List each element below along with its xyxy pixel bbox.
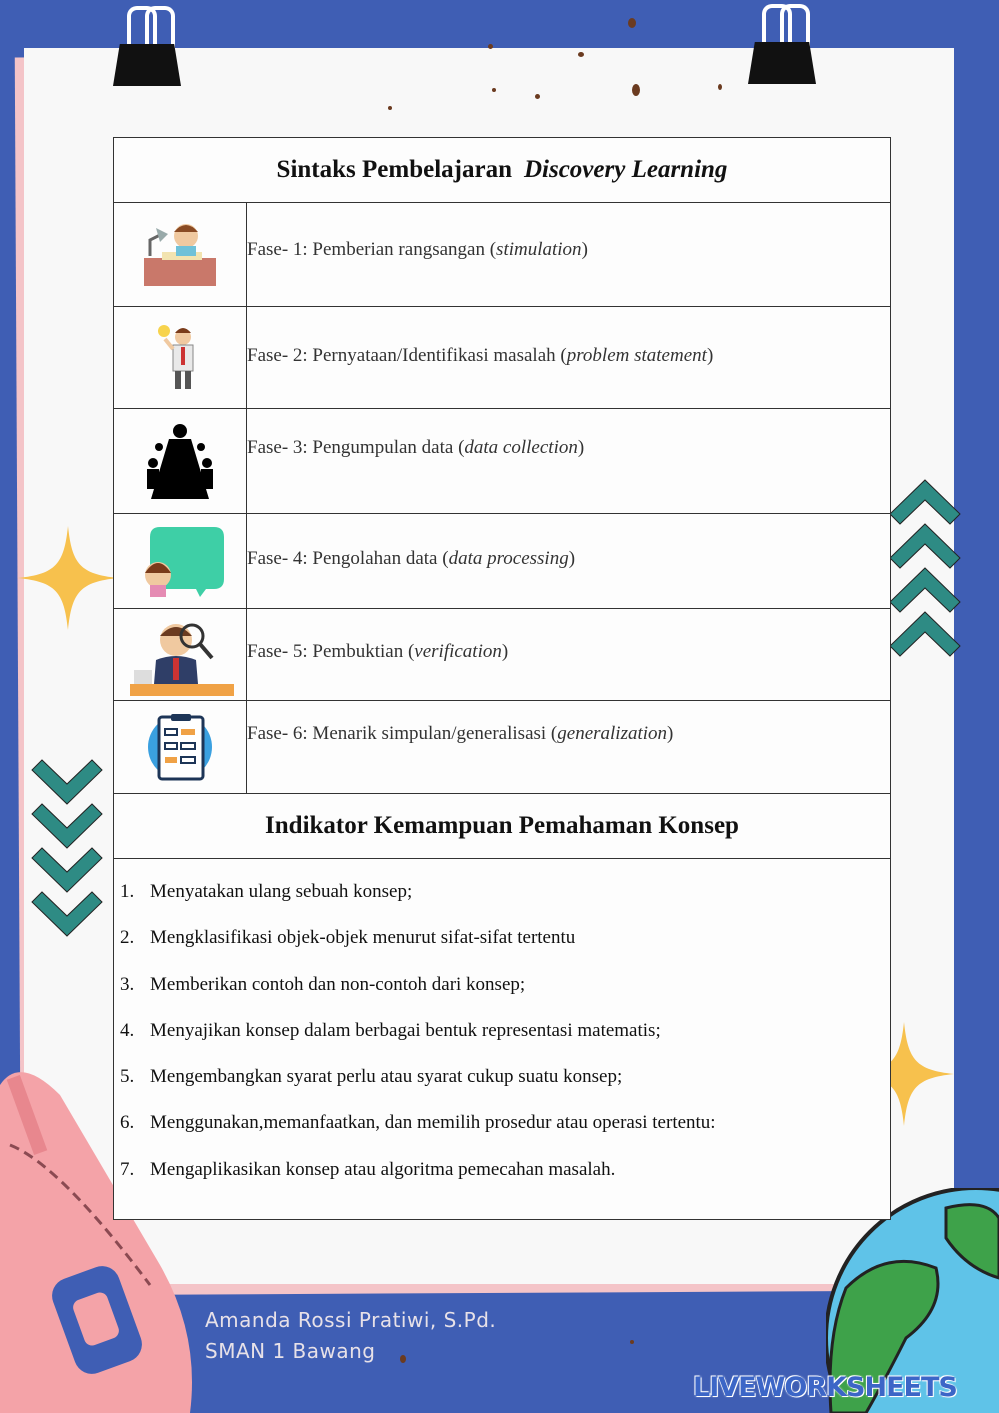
sintaks-title-main: Sintaks Pembelajaran — [276, 156, 512, 183]
author-name: Amanda Rossi Pratiwi, S.Pd. — [205, 1308, 497, 1332]
phase-text — [247, 701, 890, 793]
magnifier-inspect-icon — [126, 614, 234, 696]
school-name: SMAN 1 Bawang — [205, 1339, 376, 1363]
list-item — [120, 1066, 890, 1112]
phase-icon-cell — [114, 409, 247, 513]
phase-text — [247, 609, 890, 700]
phase-icon-cell — [114, 514, 247, 608]
phase-close: ) — [667, 723, 674, 744]
indikator-list — [114, 859, 890, 1219]
content-table — [113, 137, 891, 1220]
phase-text — [247, 203, 890, 306]
author-block — [205, 1305, 496, 1367]
phase-row — [114, 609, 890, 701]
item-text: Mengaplikasikan konsep atau algoritma pemecahan masalah. — [150, 1158, 616, 1180]
flowchart-clipboard-icon — [147, 713, 213, 781]
item-number: 6. — [120, 1112, 135, 1134]
phase-label: Fase- 3: Pengumpulan data ( — [247, 437, 465, 458]
phase-row — [114, 203, 890, 307]
phase-label: Fase- 2: Pernyataan/Identifikasi masalah ( — [247, 345, 567, 366]
item-text: Menyatakan ulang sebuah konsep; — [150, 881, 413, 902]
decor-dot — [630, 1340, 634, 1344]
phase-term: verification — [414, 641, 502, 662]
decor-dot — [388, 106, 392, 110]
list-item — [120, 1020, 890, 1066]
list-item — [120, 1112, 890, 1158]
list-item — [120, 1159, 890, 1205]
chevrons-up-icon — [888, 478, 962, 678]
decor-dot — [492, 88, 496, 92]
item-text: Memberikan contoh dan non-contoh dari konsep; — [150, 973, 526, 995]
decor-dot — [578, 52, 584, 57]
phase-icon-cell — [114, 609, 247, 700]
phase-icon-cell — [114, 203, 247, 306]
list-item — [120, 881, 890, 927]
speech-bubble-icon — [136, 523, 224, 599]
decor-dot — [628, 18, 636, 28]
item-text: Menggunakan,memanfaatkan, dan memilih prosedur atau operasi tertentu: — [150, 1112, 716, 1134]
phase-text — [247, 514, 890, 608]
item-number: 5. — [120, 1066, 135, 1088]
item-text: Mengembangkan syarat perlu atau syarat cukup suatu konsep; — [150, 1066, 623, 1088]
sintaks-title — [114, 138, 890, 203]
phase-text — [247, 409, 890, 513]
phase-label: Fase- 6: Menarik simpulan/generalisasi ( — [247, 723, 558, 744]
item-number: 1. — [120, 881, 135, 902]
phase-term: generalization — [557, 723, 668, 744]
decor-dot — [632, 84, 640, 96]
decor-dot — [535, 94, 540, 99]
indikator-title: Indikator Kemampuan Pemahaman Konsep — [114, 794, 890, 859]
item-number: 2. — [120, 927, 135, 949]
item-number: 7. — [120, 1158, 135, 1180]
student-studying-icon — [142, 222, 218, 288]
phase-term: problem statement — [566, 345, 707, 366]
decor-dot — [488, 44, 493, 49]
phase-row — [114, 409, 890, 514]
sparkle-star-left-icon — [18, 526, 118, 630]
phase-term: data collection — [464, 437, 578, 458]
list-item — [120, 927, 890, 973]
phase-term: stimulation — [496, 239, 582, 260]
item-number: 4. — [120, 1019, 135, 1041]
phase-term: data processing — [448, 548, 569, 569]
phase-label: Fase- 5: Pembuktian ( — [247, 641, 415, 662]
phase-label: Fase- 4: Pengolahan data ( — [247, 548, 449, 569]
binder-clip-right-icon — [748, 4, 816, 84]
phase-row — [114, 307, 890, 409]
binder-clip-left-icon — [113, 6, 181, 86]
phase-close: ) — [568, 548, 576, 569]
lightbulb-idea-icon — [157, 323, 203, 393]
item-text: Mengklasifikasi objek-objek menurut sifat-sifat tertentu — [150, 927, 576, 949]
sintaks-title-emphasis: Discovery Learning — [523, 156, 728, 183]
brand-text: LIVEWORKSHEETS — [693, 1372, 957, 1403]
phase-row — [114, 701, 890, 794]
phase-close: ) — [577, 437, 585, 458]
list-item — [120, 974, 890, 1020]
phase-close: ) — [581, 239, 588, 260]
phase-row — [114, 514, 890, 609]
phase-close: ) — [501, 641, 509, 662]
item-number: 3. — [120, 973, 135, 995]
phase-close: ) — [706, 345, 714, 366]
phase-text — [247, 307, 890, 408]
decor-dot — [718, 84, 722, 90]
phase-label: Fase- 1: Pemberian rangsangan ( — [247, 239, 497, 260]
phase-icon-cell — [114, 701, 247, 793]
team-meeting-icon — [147, 423, 213, 499]
phase-icon-cell — [114, 307, 247, 408]
chevrons-down-icon — [30, 758, 104, 958]
item-text: Menyajikan konsep dalam berbagai bentuk representasi matematis; — [150, 1019, 661, 1041]
liveworksheets-logo[interactable] — [693, 1372, 957, 1403]
